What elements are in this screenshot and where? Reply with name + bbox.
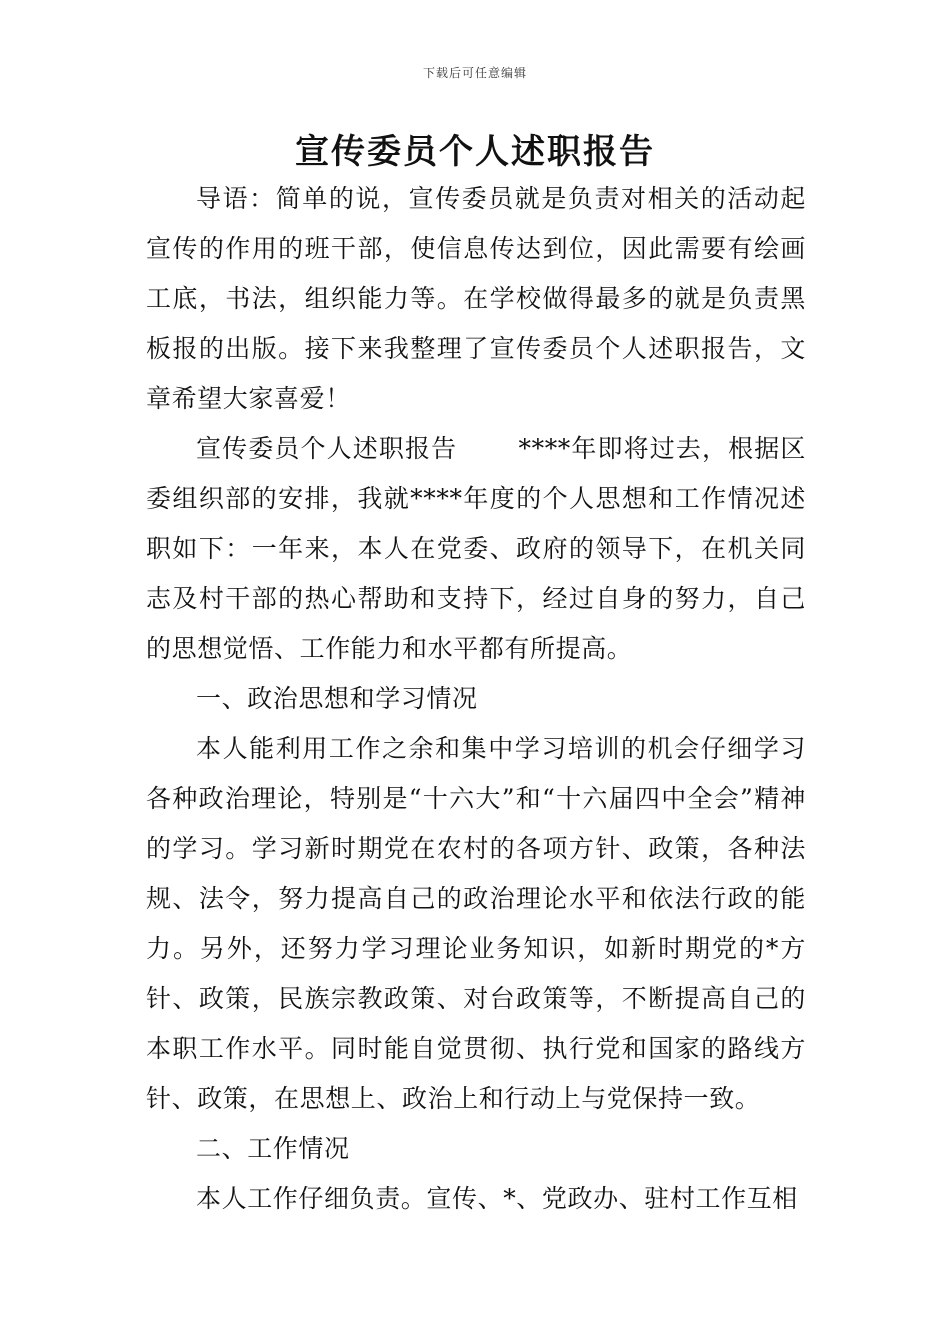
section-heading-politics: 一、政治思想和学习情况 — [196, 684, 478, 713]
paragraph-intro: 导语：简单的说，宣传委员就是负责对相关的活动起宣传的作用的班干部，使信息传达到位，因此需要有绘画工底，书法，组织能力等。在学校做得最多的就是负责黑板报的出版。接下来我整理了宣传委员个人述职报告，文章希望大家喜爱！ — [146, 184, 806, 413]
paragraph-opening: 宣传委员个人述职报告 ****年即将过去，根据区委组织部的安排，我就****年度的个人思想和工作情况述职如下：一年来，本人在党委、政府的领导下，在机关同志及村干部的热心帮助和支持下，经过自身的努力，自己的思想觉悟、工作能力和水平都有所提高。 — [146, 434, 806, 663]
section-heading-work: 二、工作情况 — [196, 1134, 350, 1163]
paragraph-politics: 本人能利用工作之余和集中学习培训的机会仔细学习各种政治理论，特别是“十六大”和“十六届四中全会”精神的学习。学习新时期党在农村的各项方针、政策，各种法规、法令，努力提高自己的政治理论水平和依法行政的能力。另外，还努力学习理论业务知识，如新时期党的*方针、政策，民族宗教政策、对台政策等，不断提高自己的本职工作水平。同时能自觉贯彻、执行党和国家的路线方针、政策，在思想上、政治上和行动上与党保持一致。 — [146, 734, 806, 1113]
header-note: 下载后可任意编辑 — [422, 66, 527, 80]
paragraph-work: 本人工作仔细负责。宣传、*、党政办、驻村工作互相 — [196, 1184, 798, 1213]
document-title: 宣传委员个人述职报告 — [295, 132, 655, 172]
document-body — [146, 174, 806, 1224]
